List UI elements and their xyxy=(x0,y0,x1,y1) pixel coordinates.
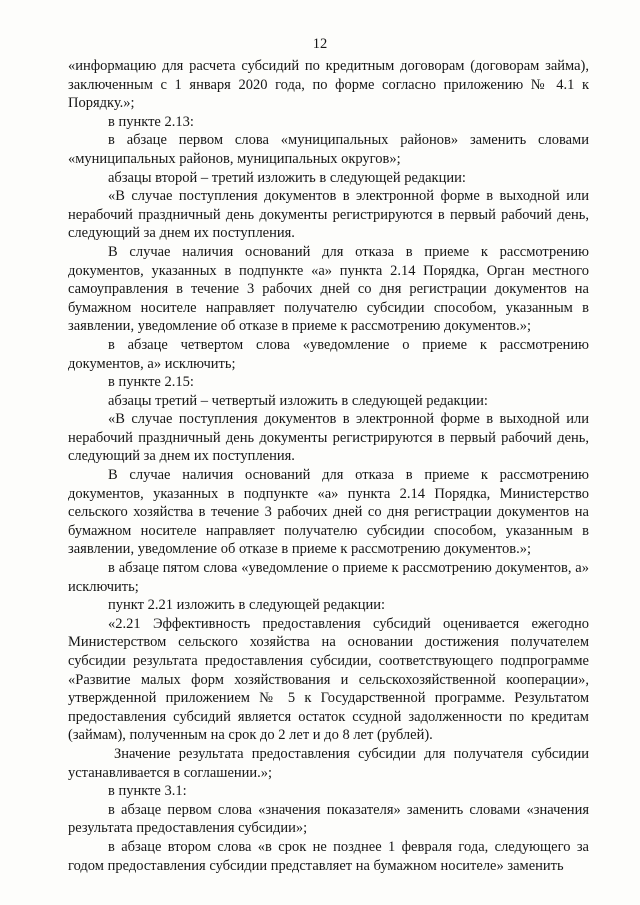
page-number: 12 xyxy=(312,36,328,52)
paragraph: в абзаце первом слова «муниципальных районов» заменить словами «муниципальных районов, муниципальных округов»; xyxy=(68,132,589,167)
paragraph: Значение результата предоставления субсидии для получателя субсидии устанавливается в соглашении.»; xyxy=(68,745,589,781)
paragraph: в абзаце пятом слова «уведомление о приеме к рассмотрению документов, а» исключить; xyxy=(68,560,589,595)
paragraph: В случае наличия оснований для отказа в приеме к рассмотрению документов, указанных в подпункте «а» пункта 2.14 Порядка, Орган местного самоуправления в течение 3 рабочих дней со дня регистрации документов на бумажном носителе направляет получателю субсидии способом, указанным в заявлении, уведомление об отказе в приеме к рассмотрению документов.»; xyxy=(68,243,589,335)
paragraph: в абзаце втором слова «в срок не позднее 1 февраля года, следующего за годом предоставления субсидии представляет на бумажном носителе» заменить xyxy=(68,838,589,874)
paragraph: В случае наличия оснований для отказа в приеме к рассмотрению документов, указанных в подпункте «а» пункта 2.14 Порядка, Министерство сельского хозяйства в течение 3 рабочих дней со дня регистрации документов на бумажном носителе направляет получателю субсидии способом, указанным в заявлении, уведомление об отказе в приеме к рассмотрению документов.»; xyxy=(68,467,589,558)
paragraph: в абзаце первом слова «значения показателя» заменить словами «значения результата предоставления субсидии»; xyxy=(68,801,589,837)
paragraph: в абзаце четвертом слова «уведомление о приеме к рассмотрению документов, а» исключить; xyxy=(68,336,589,372)
paragraph: в пункте 2.13: xyxy=(108,113,194,130)
paragraph: пункт 2.21 изложить в следующей редакции: xyxy=(108,597,386,614)
paragraph: абзацы третий – четвертый изложить в следующей редакции: xyxy=(108,392,488,409)
document-body xyxy=(68,57,589,875)
paragraph: «2.21 Эффективность предоставления субсидий оценивается ежегодно Министерством сельского хозяйства на основании достижения получателем субсидии результата предоставления субсидии, соответствующего подпрограмме «Развитие малых форм хозяйствования и сельскохозяйственной кооперации», утвержденной приложением № 5 к Государственной программе. Результатом предоставления субсидий является остаток ссудной задолженности по кредитам (займам), полученным на срок до 2 лет и до 8 лет (рублей). xyxy=(68,615,589,744)
paragraph: в пункте 2.15: xyxy=(108,374,194,391)
paragraph: в пункте 3.1: xyxy=(108,783,187,800)
paragraph: «В случае поступления документов в электронной форме в выходной или нерабочий праздничный день документы регистрируются в первый рабочий день, следующий за днем их поступления. xyxy=(68,411,589,465)
paragraph: абзацы второй – третий изложить в следующей редакции: xyxy=(108,169,466,186)
paragraph: «В случае поступления документов в электронной форме в выходной или нерабочий праздничный день документы регистрируются в первый рабочий день, следующий за днем их поступления. xyxy=(68,188,589,242)
paragraph: «информацию для расчета субсидий по кредитным договорам (договорам займа), заключенным с 1 января 2020 года, по форме согласно приложению № 4.1 к Порядку.»; xyxy=(68,58,589,112)
